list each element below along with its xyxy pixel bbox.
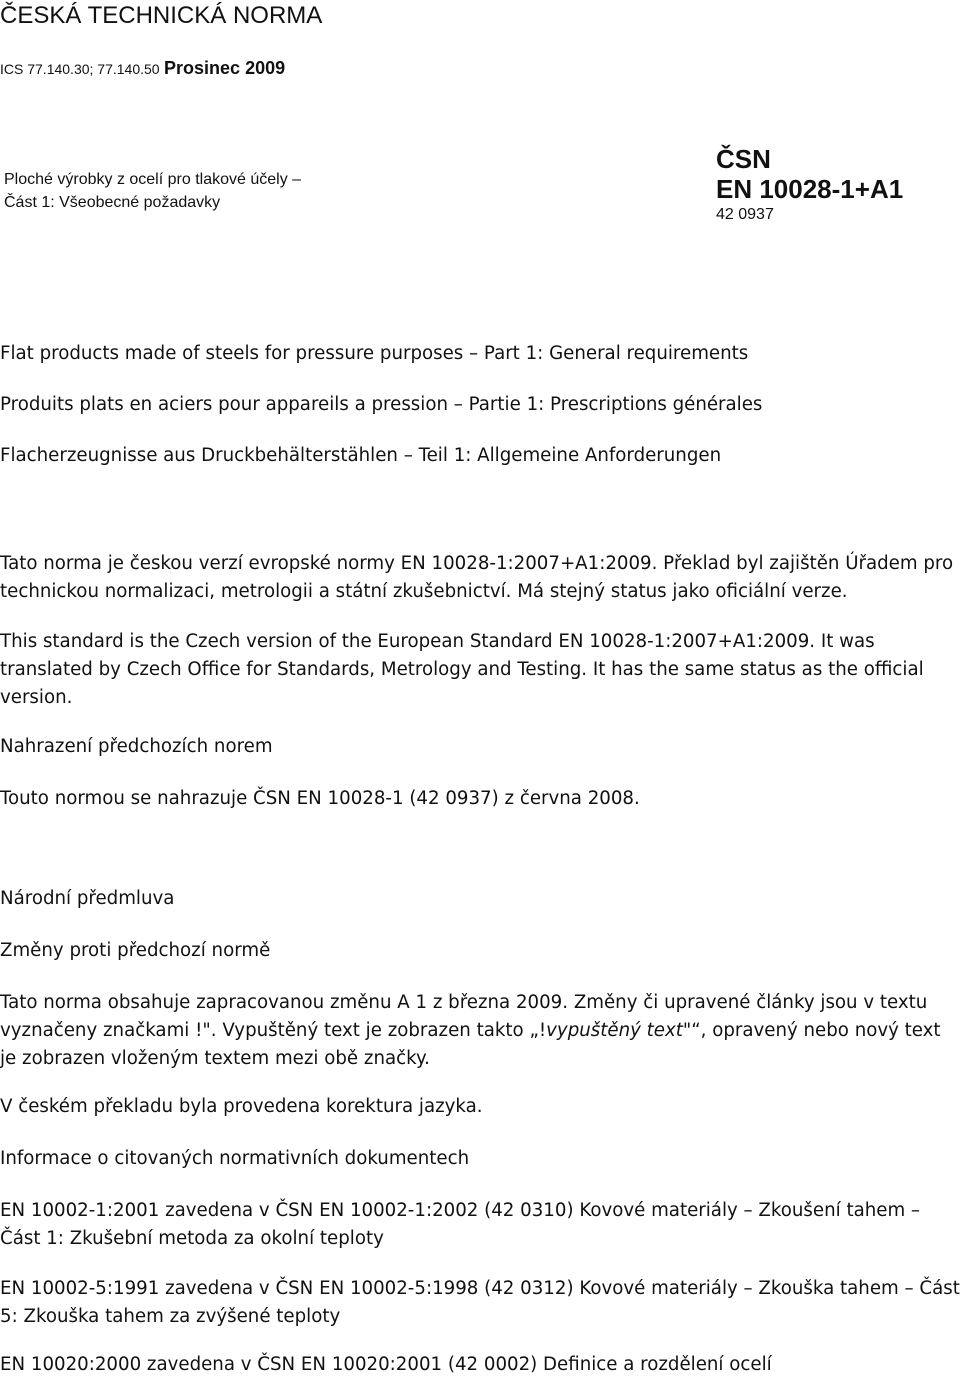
title-german: Flacherzeugnisse aus Druckbehälterstählen – Teil 1: Allgemeine Anforderungen — [0, 445, 722, 466]
publication-date: Prosinec 2009 — [164, 58, 286, 78]
english-version-note: This standard is the Czech version of the European Standard EN 10028-1:2007+A1:2009. It was translated by Czech Office for Standards, Metrology and Testing. It has the same status as the official version. — [0, 631, 924, 708]
czech-title-line-1: Ploché výrobky z ocelí pro tlakové účely – — [4, 171, 302, 188]
replacement-text: Touto normou se nahrazuje ČSN EN 10028-1 (42 0937) z června 2008. — [0, 788, 640, 809]
cited-document-2: EN 10002-5:1991 zavedena v ČSN EN 10002-5:1998 (42 0312) Kovové materiály – Zkouška tahem – Část 5: Zkouška tahem za zvýšené teploty — [0, 1278, 960, 1327]
replacement-heading: Nahrazení předchozích norem — [0, 736, 273, 757]
title-french: Produits plats en aciers pour appareils a pression – Partie 1: Prescriptions générales — [0, 394, 763, 415]
standard-designation — [716, 144, 903, 226]
standard-number: EN 10028-1+A1 — [716, 174, 904, 204]
title-english: Flat products made of steels for pressure purposes – Part 1: General requirements — [0, 343, 749, 364]
ics-codes: ICS 77.140.30; 77.140.50 — [0, 61, 160, 77]
czech-title-block — [4, 168, 301, 214]
cited-document-3: EN 10020:2000 zavedena v ČSN EN 10020:2001 (42 0002) Definice a rozdělení ocelí — [0, 1354, 772, 1375]
cited-document-1: EN 10002-1:2001 zavedena v ČSN EN 10002-1:2002 (42 0310) Kovové materiály – Zkoušení tahem – Část 1: Zkušební metoda za okolní teploty — [0, 1200, 921, 1249]
classification-number: 42 0937 — [716, 206, 774, 223]
cited-documents-heading: Informace o citovaných normativních dokumentech — [0, 1148, 470, 1169]
ics-date-line — [0, 58, 285, 79]
changes-heading: Změny proti předchozí normě — [0, 940, 271, 961]
correction-text: V českém překladu byla provedena korektura jazyka. — [0, 1096, 483, 1117]
foreword-heading: Národní předmluva — [0, 888, 175, 909]
document-type-title: ČESKÁ TECHNICKÁ NORMA — [0, 2, 323, 29]
changes-text-part-2: "“, opravený nebo nový text je zobrazen vloženým textem mezi obě značky. — [0, 1020, 941, 1069]
standard-csn: ČSN — [716, 144, 771, 174]
changes-text-part-1: Tato norma obsahuje zapracovanou změnu A 1 z března 2009. Změny či upravené články jsou v textu vyznačeny značkami !". Vypuštěný text je zobrazen takto „! — [0, 992, 928, 1041]
changes-text — [0, 989, 960, 1073]
deleted-text-example: vypuštěný text — [546, 1020, 683, 1041]
czech-version-note: Tato norma je českou verzí evropské normy EN 10028-1:2007+A1:2009. Překlad byl zajištěn Úřadem pro technickou normalizaci, metrologii a státní zkušebnictví. Má stejný status jako oficiální verze. — [0, 553, 954, 602]
czech-title-line-2: Část 1: Všeobecné požadavky — [4, 194, 221, 211]
